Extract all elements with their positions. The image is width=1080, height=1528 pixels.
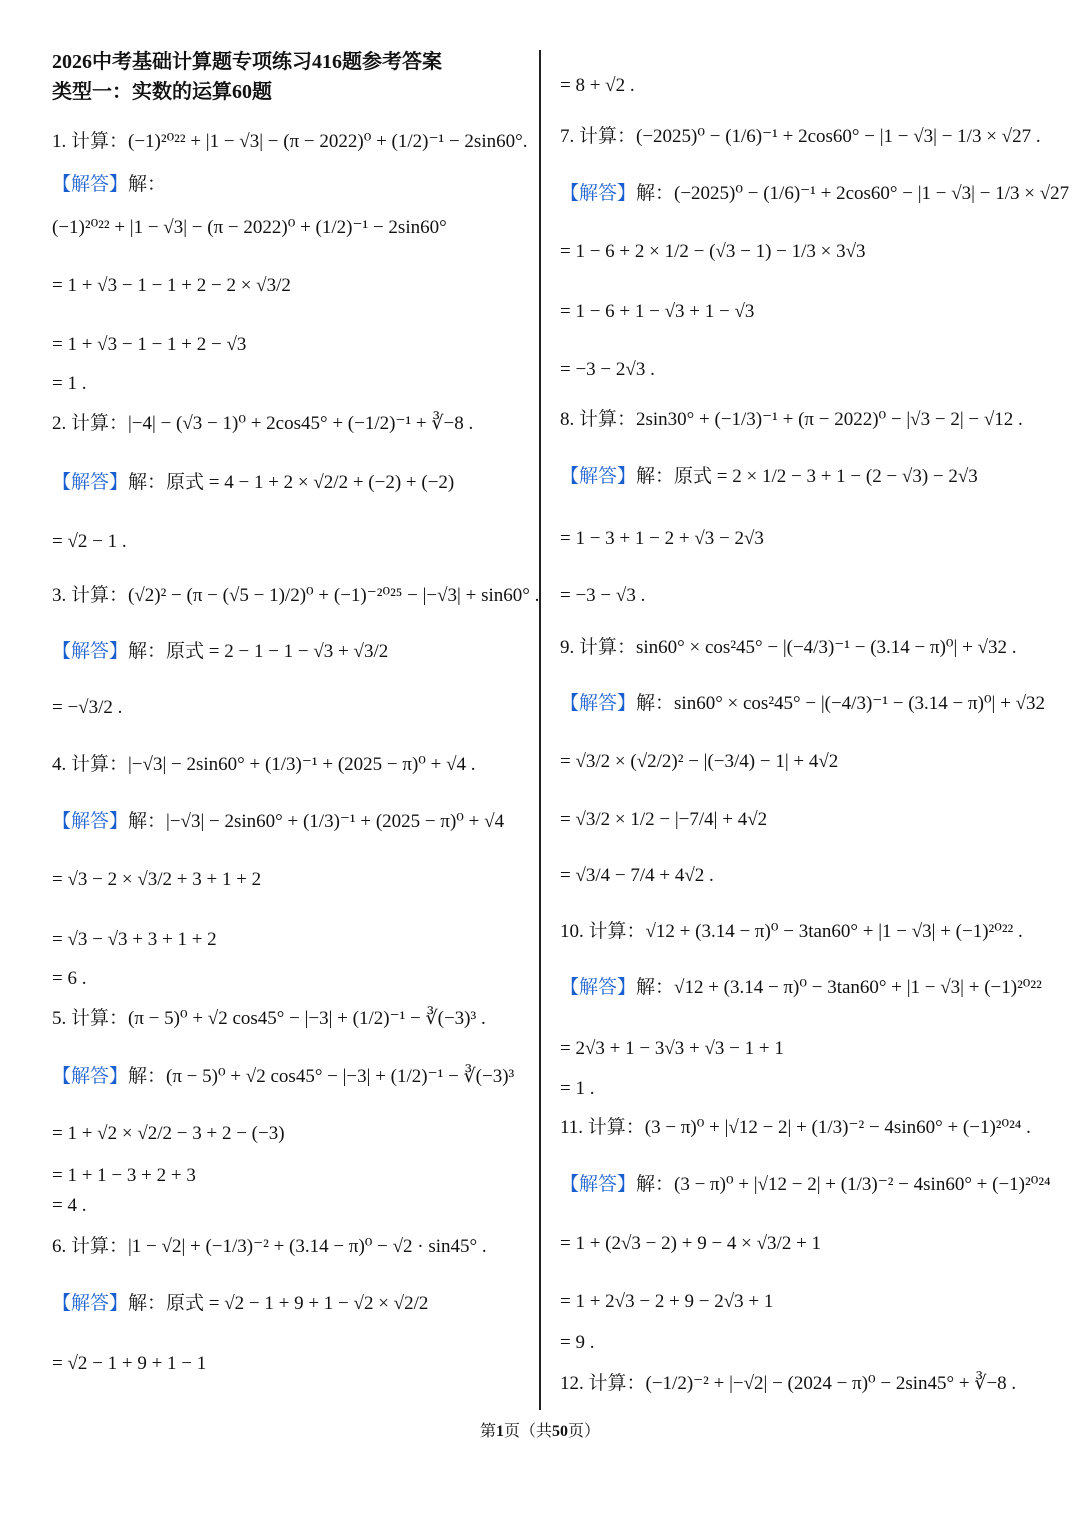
solution-step: = 1 − 6 + 2 × 1/2 − (√3 − 1) − 1/3 × 3√3 [560, 241, 866, 262]
question-line: 5. 计算：(π − 5)⁰ + √2 cos45° − |−3| + (1/2)⁻¹ − ∛(−3)³ . [52, 1008, 486, 1029]
question-line: 2. 计算：|−4| − (√3 − 1)⁰ + 2cos45° + (−1/2)⁻¹ + ∛−8 . [52, 413, 474, 434]
question-line: 9. 计算：sin60° × cos²45° − |(−4/3)⁻¹ − (3.14 − π)⁰| + √32 . [560, 637, 1017, 658]
answer-tag: 【解答】 [560, 1174, 637, 1195]
answer-text: 解：(3 − π)⁰ + |√12 − 2| + (1/3)⁻² − 4sin60° + (−1)²⁰²⁴ [636, 1174, 1051, 1195]
solution-step: = 1 + √2 × √2/2 − 3 + 2 − (−3) [52, 1123, 285, 1144]
question-line: 10. 计算：√12 + (3.14 − π)⁰ − 3tan60° + |1 − √3| + (−1)²⁰²² . [560, 921, 1023, 942]
solution-step: = √3/4 − 7/4 + 4√2 . [560, 865, 714, 886]
answer-tag: 【解答】 [52, 811, 129, 832]
answer-tag: 【解答】 [52, 1066, 129, 1087]
footer-total-pages: 50 [552, 1423, 568, 1440]
question-line: 3. 计算：(√2)² − (π − (√5 − 1)/2)⁰ + (−1)⁻²⁰²⁵ − |−√3| + sin60° . [52, 585, 540, 606]
solution-step: = −√3/2 . [52, 697, 123, 718]
solution-step: = 1 − 3 + 1 − 2 + √3 − 2√3 [560, 528, 764, 549]
solution-step: = √3/2 × 1/2 − |−7/4| + 4√2 [560, 809, 768, 830]
solution-step: = 1 + 2√3 − 2 + 9 − 2√3 + 1 [560, 1291, 774, 1312]
solution-step: = −3 − √3 . [560, 585, 646, 606]
solution-step: = 9 . [560, 1332, 595, 1353]
solution-step: = 1 . [560, 1078, 595, 1099]
answer-tag: 【解答】 [52, 1293, 129, 1314]
question-line: 12. 计算：(−1/2)⁻² + |−√2| − (2024 − π)⁰ − 2sin45° + ∛−8 . [560, 1373, 1017, 1394]
footer-suffix: 页） [568, 1423, 601, 1440]
answer-line [52, 173, 166, 197]
solution-step: = 8 + √2 . [560, 75, 635, 96]
solution-step: = 4 . [52, 1195, 87, 1216]
footer-page-number: 1 [495, 1423, 504, 1440]
solution-step: = 6 . [52, 968, 87, 989]
answer-text: 解：(−2025)⁰ − (1/6)⁻¹ + 2cos60° − |1 − √3| − 1/3 × √27 [636, 183, 1070, 204]
answer-text: 解：sin60° × cos²45° − |(−4/3)⁻¹ − (3.14 − π)⁰| + √32 [636, 693, 1046, 714]
solution-step: = −3 − 2√3 . [560, 359, 655, 380]
answer-line [52, 640, 388, 664]
answer-line [560, 692, 1045, 716]
answer-line [52, 471, 454, 495]
section-subtitle: 类型一：实数的运算60题 [52, 81, 272, 103]
answer-text: 解：(π − 5)⁰ + √2 cos45° − |−3| + (1/2)⁻¹ − ∛(−3)³ [128, 1066, 515, 1087]
answer-text: 解：原式 = 2 × 1/2 − 3 + 1 − (2 − √3) − 2√3 [636, 466, 978, 487]
question-line: 11. 计算：(3 − π)⁰ + |√12 − 2| + (1/3)⁻² − 4sin60° + (−1)²⁰²⁴ . [560, 1117, 1031, 1138]
question-line: 8. 计算：2sin30° + (−1/3)⁻¹ + (π − 2022)⁰ − |√3 − 2| − √12 . [560, 409, 1023, 430]
question-line: 4. 计算：|−√3| − 2sin60° + (1/3)⁻¹ + (2025 − π)⁰ + √4 . [52, 754, 476, 775]
solution-step: = 2√3 + 1 − 3√3 + √3 − 1 + 1 [560, 1038, 784, 1059]
solution-step: = √3 − 2 × √3/2 + 3 + 1 + 2 [52, 869, 262, 890]
solution-step: = 1 + 1 − 3 + 2 + 3 [52, 1165, 196, 1186]
answer-text: 解： [128, 174, 167, 195]
answer-line [52, 1292, 428, 1316]
solution-step: = 1 + √3 − 1 − 1 + 2 − 2 × √3/2 [52, 275, 291, 296]
solution-step: = √2 − 1 . [52, 531, 127, 552]
answer-line [560, 465, 978, 489]
answer-line [560, 1173, 1051, 1197]
column-divider [539, 50, 541, 1410]
page-footer [0, 1418, 1080, 1441]
answer-text: 解：原式 = 4 − 1 + 2 × √2/2 + (−2) + (−2) [128, 472, 455, 493]
answer-line [52, 1065, 514, 1089]
solution-step: = 1 . [52, 373, 87, 394]
solution-step: = √2 − 1 + 9 + 1 − 1 [52, 1353, 207, 1374]
question-line: 6. 计算：|1 − √2| + (−1/3)⁻² + (3.14 − π)⁰ − √2 · sin45° . [52, 1236, 487, 1257]
answer-tag: 【解答】 [560, 693, 637, 714]
answer-line [52, 810, 504, 834]
footer-prefix: 第 [479, 1423, 496, 1440]
solution-step: = 1 + (2√3 − 2) + 9 − 4 × √3/2 + 1 [560, 1233, 822, 1254]
answer-text: 解：|−√3| − 2sin60° + (1/3)⁻¹ + (2025 − π)⁰ + √4 [128, 811, 505, 832]
answer-line [560, 182, 1069, 206]
solution-step: = √3 − √3 + 3 + 1 + 2 [52, 929, 217, 950]
solution-step: = 1 − 6 + 1 − √3 + 1 − √3 [560, 301, 755, 322]
answer-tag: 【解答】 [52, 174, 129, 195]
answer-text: 解：√12 + (3.14 − π)⁰ − 3tan60° + |1 − √3| + (−1)²⁰²² [636, 977, 1042, 998]
answer-tag: 【解答】 [560, 183, 637, 204]
answer-text: 解：原式 = 2 − 1 − 1 − √3 + √3/2 [128, 641, 389, 662]
answer-tag: 【解答】 [560, 466, 637, 487]
answer-tag: 【解答】 [52, 641, 129, 662]
solution-step: = √3/2 × (√2/2)² − |(−3/4) − 1| + 4√2 [560, 751, 839, 772]
answer-line [560, 976, 1042, 1000]
document-title: 2026中考基础计算题专项练习416题参考答案 [52, 51, 442, 73]
solution-step: (−1)²⁰²² + |1 − √3| − (π − 2022)⁰ + (1/2)⁻¹ − 2sin60° [52, 217, 447, 238]
question-line: 1. 计算：(−1)²⁰²² + |1 − √3| − (π − 2022)⁰ + (1/2)⁻¹ − 2sin60°. [52, 131, 528, 152]
solution-step: = 1 + √3 − 1 − 1 + 2 − √3 [52, 334, 247, 355]
answer-text: 解：原式 = √2 − 1 + 9 + 1 − √2 × √2/2 [128, 1293, 429, 1314]
footer-mid: 页（共 [503, 1423, 552, 1440]
answer-tag: 【解答】 [52, 472, 129, 493]
question-line: 7. 计算：(−2025)⁰ − (1/6)⁻¹ + 2cos60° − |1 − √3| − 1/3 × √27 . [560, 126, 1041, 147]
answer-tag: 【解答】 [560, 977, 637, 998]
